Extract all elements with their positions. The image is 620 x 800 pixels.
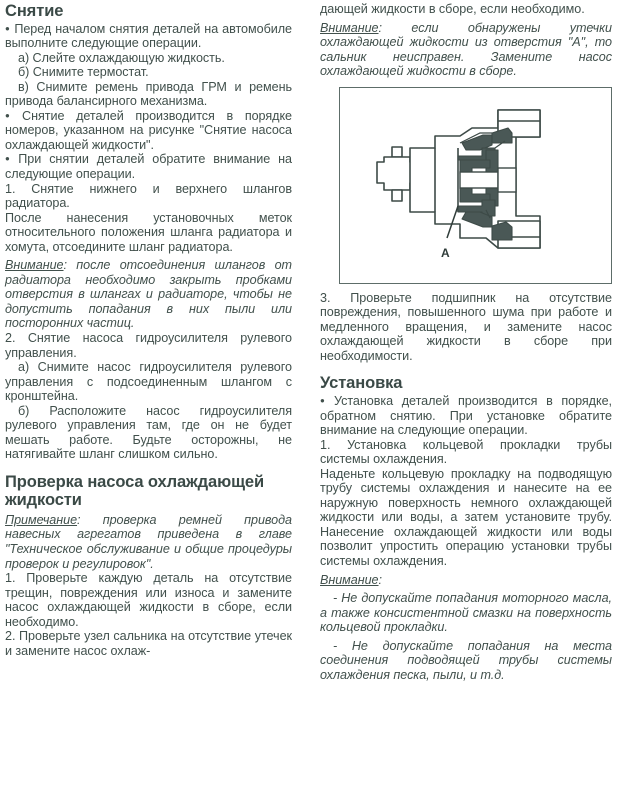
- note-warning-2-text: : если обнаружены утечки охлаждающей жидкости из отверстия "А", то сальник неисправен. Замените насос охлаждающей жидкости в сборе.: [320, 20, 612, 79]
- note-warning-3: [320, 573, 612, 588]
- note-warning-3-item-2: - Не допускайте попадания на места соединения подводящей трубы системы охлаждения песка, пыли, и т.д.: [320, 638, 612, 682]
- note-warning-1-text: : после отсоединения шлангов от радиатора необходимо закрыть пробками отверстия в шлангах и радиаторе, чтобы не допустить попадания в них пыли или посторонних частиц.: [5, 258, 292, 331]
- paragraph-step-v: в) Снимите ремень привода ГРМ и ремень привода балансирного механизма.: [5, 79, 292, 109]
- note-warning-3-text: :: [378, 572, 382, 587]
- paragraph-removal-order: ● Снятие деталей производится в порядке номеров, указанном на рисунке "Снятие насоса охлаждающей жидкости".: [5, 109, 292, 153]
- note-remark-1-text: : проверка ремней привода навесных агрегатов приведена в главе "Техническое обслуживание и общие процедуры проверок и регулировок".: [5, 512, 292, 571]
- right-column: [300, 0, 620, 800]
- note-remark-1: [5, 513, 292, 571]
- paragraph-check-2-cont: дающей жидкости в сборе, если необходимо.: [320, 2, 585, 16]
- paragraph-install-1: 1. Установка кольцевой прокладки трубы системы охлаждения.: [320, 437, 612, 467]
- figure-water-pump-cross-section: [339, 87, 612, 284]
- left-column: [0, 0, 300, 800]
- paragraph-removal-attention: ● При снятии деталей обратите внимание на следующие операции.: [5, 152, 292, 181]
- paragraph-item-2b: б) Расположите насос гидроусилителя рулевого управления там, где он не будет мешать работе. Будьте осторожны, не натягивайте шланг слишком сильно.: [5, 403, 292, 462]
- note-warning-1-label: Внимание: [5, 258, 64, 273]
- note-warning-2-label: Внимание: [320, 20, 379, 35]
- note-warning-3-label: Внимание: [320, 572, 379, 587]
- section-heading-removal: Снятие: [5, 2, 64, 20]
- paragraph-step-b: б) Снимите термостат.: [18, 65, 149, 80]
- paragraph-step-a: а) Слейте охлаждающую жидкость.: [18, 50, 225, 65]
- paragraph-check-2: 2. Проверьте узел сальника на отсутствие утечек и замените насос охлаж-: [5, 629, 292, 658]
- paragraph-install-intro: ● Установка деталей производится в порядке, обратном снятию. При установке обратите внимание на следующие операции.: [320, 394, 612, 438]
- paragraph-check-3: 3. Проверьте подшипник на отсутствие повреждения, повышенного шума при работе и медленного вращения, и замените насос охлаждающей жидкости в сборе при необходимости.: [320, 290, 612, 363]
- paragraph-check-1: 1. Проверьте каждую деталь на отсутствие трещин, повреждения или износа и замените насос охлаждающей жидкости в сборе, если необходимо.: [5, 571, 292, 629]
- paragraph-item-2a: а) Снимите насос гидроусилителя рулевого управления с подсоединенным шлангом с кронштейна.: [5, 360, 292, 404]
- paragraph-item-1: 1. Снятие нижнего и верхнего шлангов радиатора.: [5, 181, 292, 211]
- paragraph-item-2: 2. Снятие насоса гидроусилителя рулевого управления.: [5, 330, 292, 360]
- note-warning-2: [320, 21, 612, 79]
- note-warning-3-item-1: - Не допускайте попадания моторного масла, а также консистентной смазки на поверхность кольцевой прокладки.: [320, 591, 612, 635]
- note-remark-1-label: Примечание: [5, 512, 78, 527]
- paragraph-removal-intro: ● Перед началом снятия деталей на автомобиле выполните следующие операции.: [5, 22, 292, 51]
- figure-label-a: A: [441, 245, 450, 260]
- paragraph-item-1-body: После нанесения установочных меток относительного положения шланга радиатора и хомута, отсоедините шланг радиатора.: [5, 210, 292, 254]
- paragraph-install-1-body: Наденьте кольцевую прокладку на подводящую трубу системы охлаждения и нанесите на ее наружную поверхность немного охлаждающей жидкости или воды, а затем установите трубу. Нанесение охлаждающей жидкости или воды позволит упростить операцию установки трубы системы охлаждения.: [320, 466, 612, 568]
- note-warning-1: [5, 258, 292, 331]
- section-heading-install: Установка: [320, 374, 403, 393]
- water-pump-diagram: [340, 88, 610, 282]
- section-heading-check: Проверка насоса охлаждающей жидкости: [5, 472, 265, 510]
